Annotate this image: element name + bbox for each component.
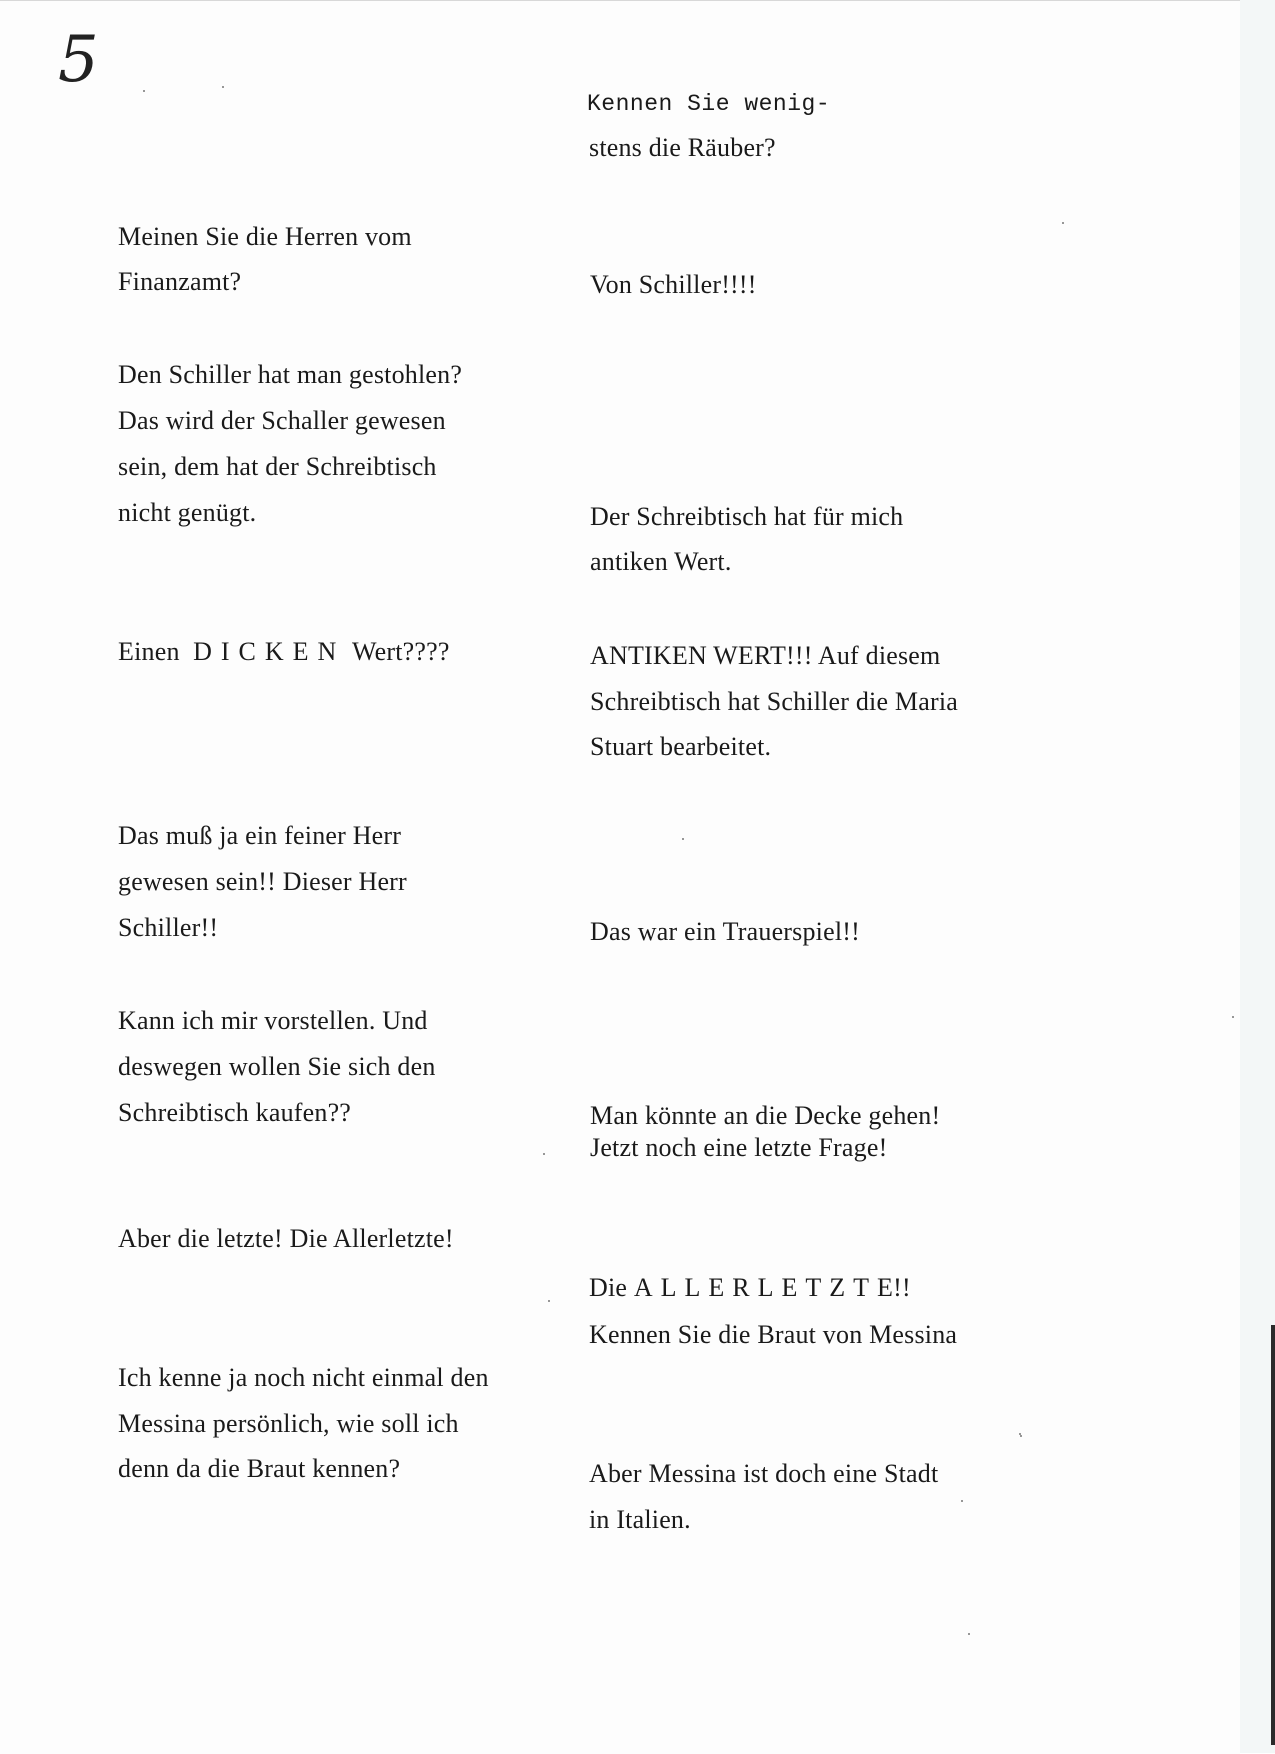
scan-speck — [1020, 1435, 1022, 1437]
right-line: Von Schiller!!!! — [590, 270, 757, 299]
scan-speck — [1232, 1016, 1234, 1018]
left-line: Messina persönlich, wie soll ich — [118, 1409, 459, 1438]
right-line: Jetzt noch eine letzte Frage! — [590, 1133, 888, 1162]
left-line: denn da die Braut kennen? — [118, 1454, 401, 1483]
right-line-typewriter: Kennen Sie wenig- — [587, 91, 831, 117]
left-line: Kann ich mir vorstellen. Und — [118, 1006, 428, 1035]
right-line: Das war ein Trauerspiel!! — [590, 917, 860, 946]
scan-speck — [682, 838, 684, 840]
right-line: Kennen Sie die Braut von Messina — [589, 1320, 958, 1349]
scan-speck — [222, 86, 224, 88]
left-line-dicken — [118, 639, 450, 665]
left-line: deswegen wollen Sie sich den — [118, 1052, 436, 1081]
text-span: Wert???? — [351, 637, 450, 666]
left-line: Aber die letzte! Die Allerletzte! — [118, 1224, 454, 1253]
left-line: Meinen Sie die Herren vom — [118, 222, 412, 251]
text-span: E!! — [877, 1273, 911, 1302]
right-line: antiken Wert. — [590, 547, 732, 576]
left-line: Das wird der Schaller gewesen — [118, 406, 446, 435]
left-line: Schiller!! — [118, 913, 219, 942]
right-line: stens die Räuber? — [589, 133, 776, 162]
text-span: Einen — [118, 637, 180, 666]
left-line: nicht genügt. — [118, 498, 257, 527]
right-line: Man könnte an die Decke gehen! — [590, 1101, 941, 1130]
scan-speck — [543, 1153, 545, 1155]
scan-speck — [961, 1500, 963, 1502]
scan-speck — [143, 90, 145, 92]
page-number: 5 — [58, 23, 99, 97]
scan-speck — [548, 1300, 550, 1302]
scan-margin — [1240, 0, 1275, 1753]
spaced-emphasis: ALLERLETZT — [633, 1273, 878, 1302]
right-line: Schreibtisch hat Schiller die Maria — [590, 687, 959, 716]
right-line: ANTIKEN WERT!!! Auf diesem — [590, 641, 941, 670]
right-line: Aber Messina ist doch eine Stadt — [589, 1459, 939, 1488]
scan-edge-line — [1271, 1325, 1275, 1745]
left-line: Das muß ja ein feiner Herr — [118, 821, 402, 850]
left-line: Ich kenne ja noch nicht einmal den — [118, 1363, 489, 1392]
text-span: Die — [589, 1273, 628, 1302]
left-line: Schreibtisch kaufen?? — [118, 1098, 352, 1127]
right-line-allerletzte — [589, 1275, 911, 1301]
scan-speck — [968, 1633, 970, 1635]
right-line: Der Schreibtisch hat für mich — [590, 502, 904, 531]
right-line: in Italien. — [589, 1505, 691, 1534]
right-line: Stuart bearbeitet. — [590, 732, 772, 761]
left-line: sein, dem hat der Schreibtisch — [118, 452, 437, 481]
scan-speck — [1062, 222, 1064, 224]
left-line: gewesen sein!! Dieser Herr — [118, 867, 407, 896]
spaced-emphasis: DICKEN — [193, 637, 346, 666]
left-line: Finanzamt? — [118, 267, 242, 296]
left-line: Den Schiller hat man gestohlen? — [118, 360, 463, 389]
